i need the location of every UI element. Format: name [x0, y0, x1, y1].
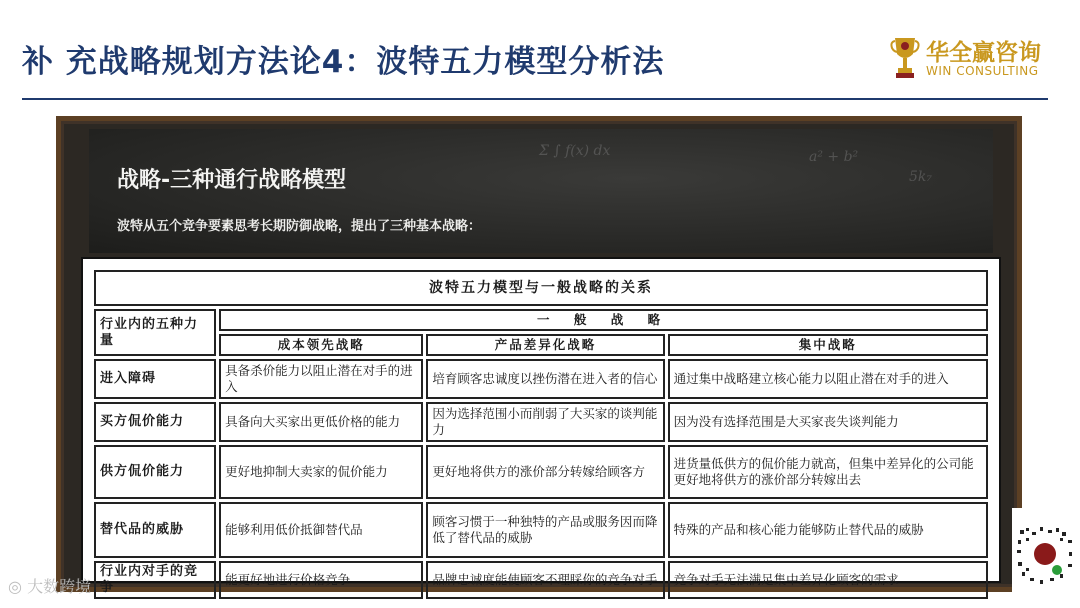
- row-header: 行业内对手的竞争: [94, 561, 216, 599]
- title-divider: [22, 98, 1048, 100]
- column-header: 集中战略: [668, 334, 988, 356]
- table-cell: 更好地将供方的涨价部分转嫁给顾客方: [426, 445, 664, 499]
- general-strategy-header: 一 般 战 略: [219, 309, 988, 331]
- row-header: 供方侃价能力: [94, 445, 216, 499]
- board-subtitle: 波特从五个竞争要素思考长期防御战略，提出了三种基本战略：: [117, 219, 482, 234]
- column-header: 成本领先战略: [219, 334, 423, 356]
- qr-code-icon: [1012, 508, 1078, 596]
- watermark: [8, 574, 91, 597]
- table-cell: 因为选择范围小而削弱了大买家的谈判能力: [426, 402, 664, 442]
- table-row: [94, 502, 988, 558]
- table-cell: 能够利用低价抵御替代品: [219, 502, 423, 558]
- watermark-text: 大数跨境: [27, 577, 92, 596]
- row-header-title: 行业内的五种力量: [94, 309, 216, 356]
- table-row: [94, 561, 988, 599]
- chalkboard-header: [89, 129, 993, 253]
- company-logo: [890, 34, 1050, 84]
- table-cell: 培育顾客忠诚度以挫伤潜在进入者的信心: [426, 359, 664, 399]
- row-header: 买方侃价能力: [94, 402, 216, 442]
- table-cell: 品牌忠诚度能使顾客不理睬你的竞争对手: [426, 561, 664, 599]
- slide-title: 补 充战略规划方法论4：波特五力模型分析法: [22, 44, 665, 80]
- row-header: 进入障碍: [94, 359, 216, 399]
- trophy-icon: [890, 36, 920, 80]
- table-row: [94, 445, 988, 499]
- table-cell: 具备杀价能力以阻止潜在对手的进入: [219, 359, 423, 399]
- table-cell: 更好地抑制大卖家的侃价能力: [219, 445, 423, 499]
- table-cell: 特殊的产品和核心能力能够防止替代品的威胁: [668, 502, 988, 558]
- table-cell: 能更好地进行价格竞争: [219, 561, 423, 599]
- relationship-table-card: [81, 257, 1001, 595]
- table-caption: 波特五力模型与一般战略的关系: [94, 270, 988, 306]
- logo-cn-text: 华全赢咨询: [926, 39, 1041, 66]
- table-cell: 竞争对手无法满足集中差异化顾客的需求: [668, 561, 988, 599]
- table-cell: 因为没有选择范围是大买家丧失谈判能力: [668, 402, 988, 442]
- chalk-scribble: a² + b²: [809, 149, 859, 165]
- table-row: [94, 402, 988, 442]
- row-header: 替代品的威胁: [94, 502, 216, 558]
- chalk-scribble: Σ ∫ f(x) dx: [539, 143, 611, 159]
- table-cell: 通过集中战略建立核心能力以阻止潜在对手的进入: [668, 359, 988, 399]
- logo-en-text: WIN CONSULTING: [926, 64, 1039, 78]
- table-cell: 具备向大买家出更低价格的能力: [219, 402, 423, 442]
- column-header: 产品差异化战略: [426, 334, 664, 356]
- table-cell: 顾客习惯于一种独特的产品或服务因而降低了替代品的威胁: [426, 502, 664, 558]
- watermark-logo-icon: ◎: [8, 577, 22, 596]
- five-forces-table: [91, 267, 991, 602]
- table-cell: 进货量低供方的侃价能力就高，但集中差异化的公司能更好地将供方的涨价部分转嫁出去: [668, 445, 988, 499]
- qr-code: [1012, 508, 1078, 596]
- chalk-scribble: 5k₇: [909, 169, 933, 185]
- board-title: 战略-三种通行战略模型: [117, 168, 347, 193]
- table-row: [94, 359, 988, 399]
